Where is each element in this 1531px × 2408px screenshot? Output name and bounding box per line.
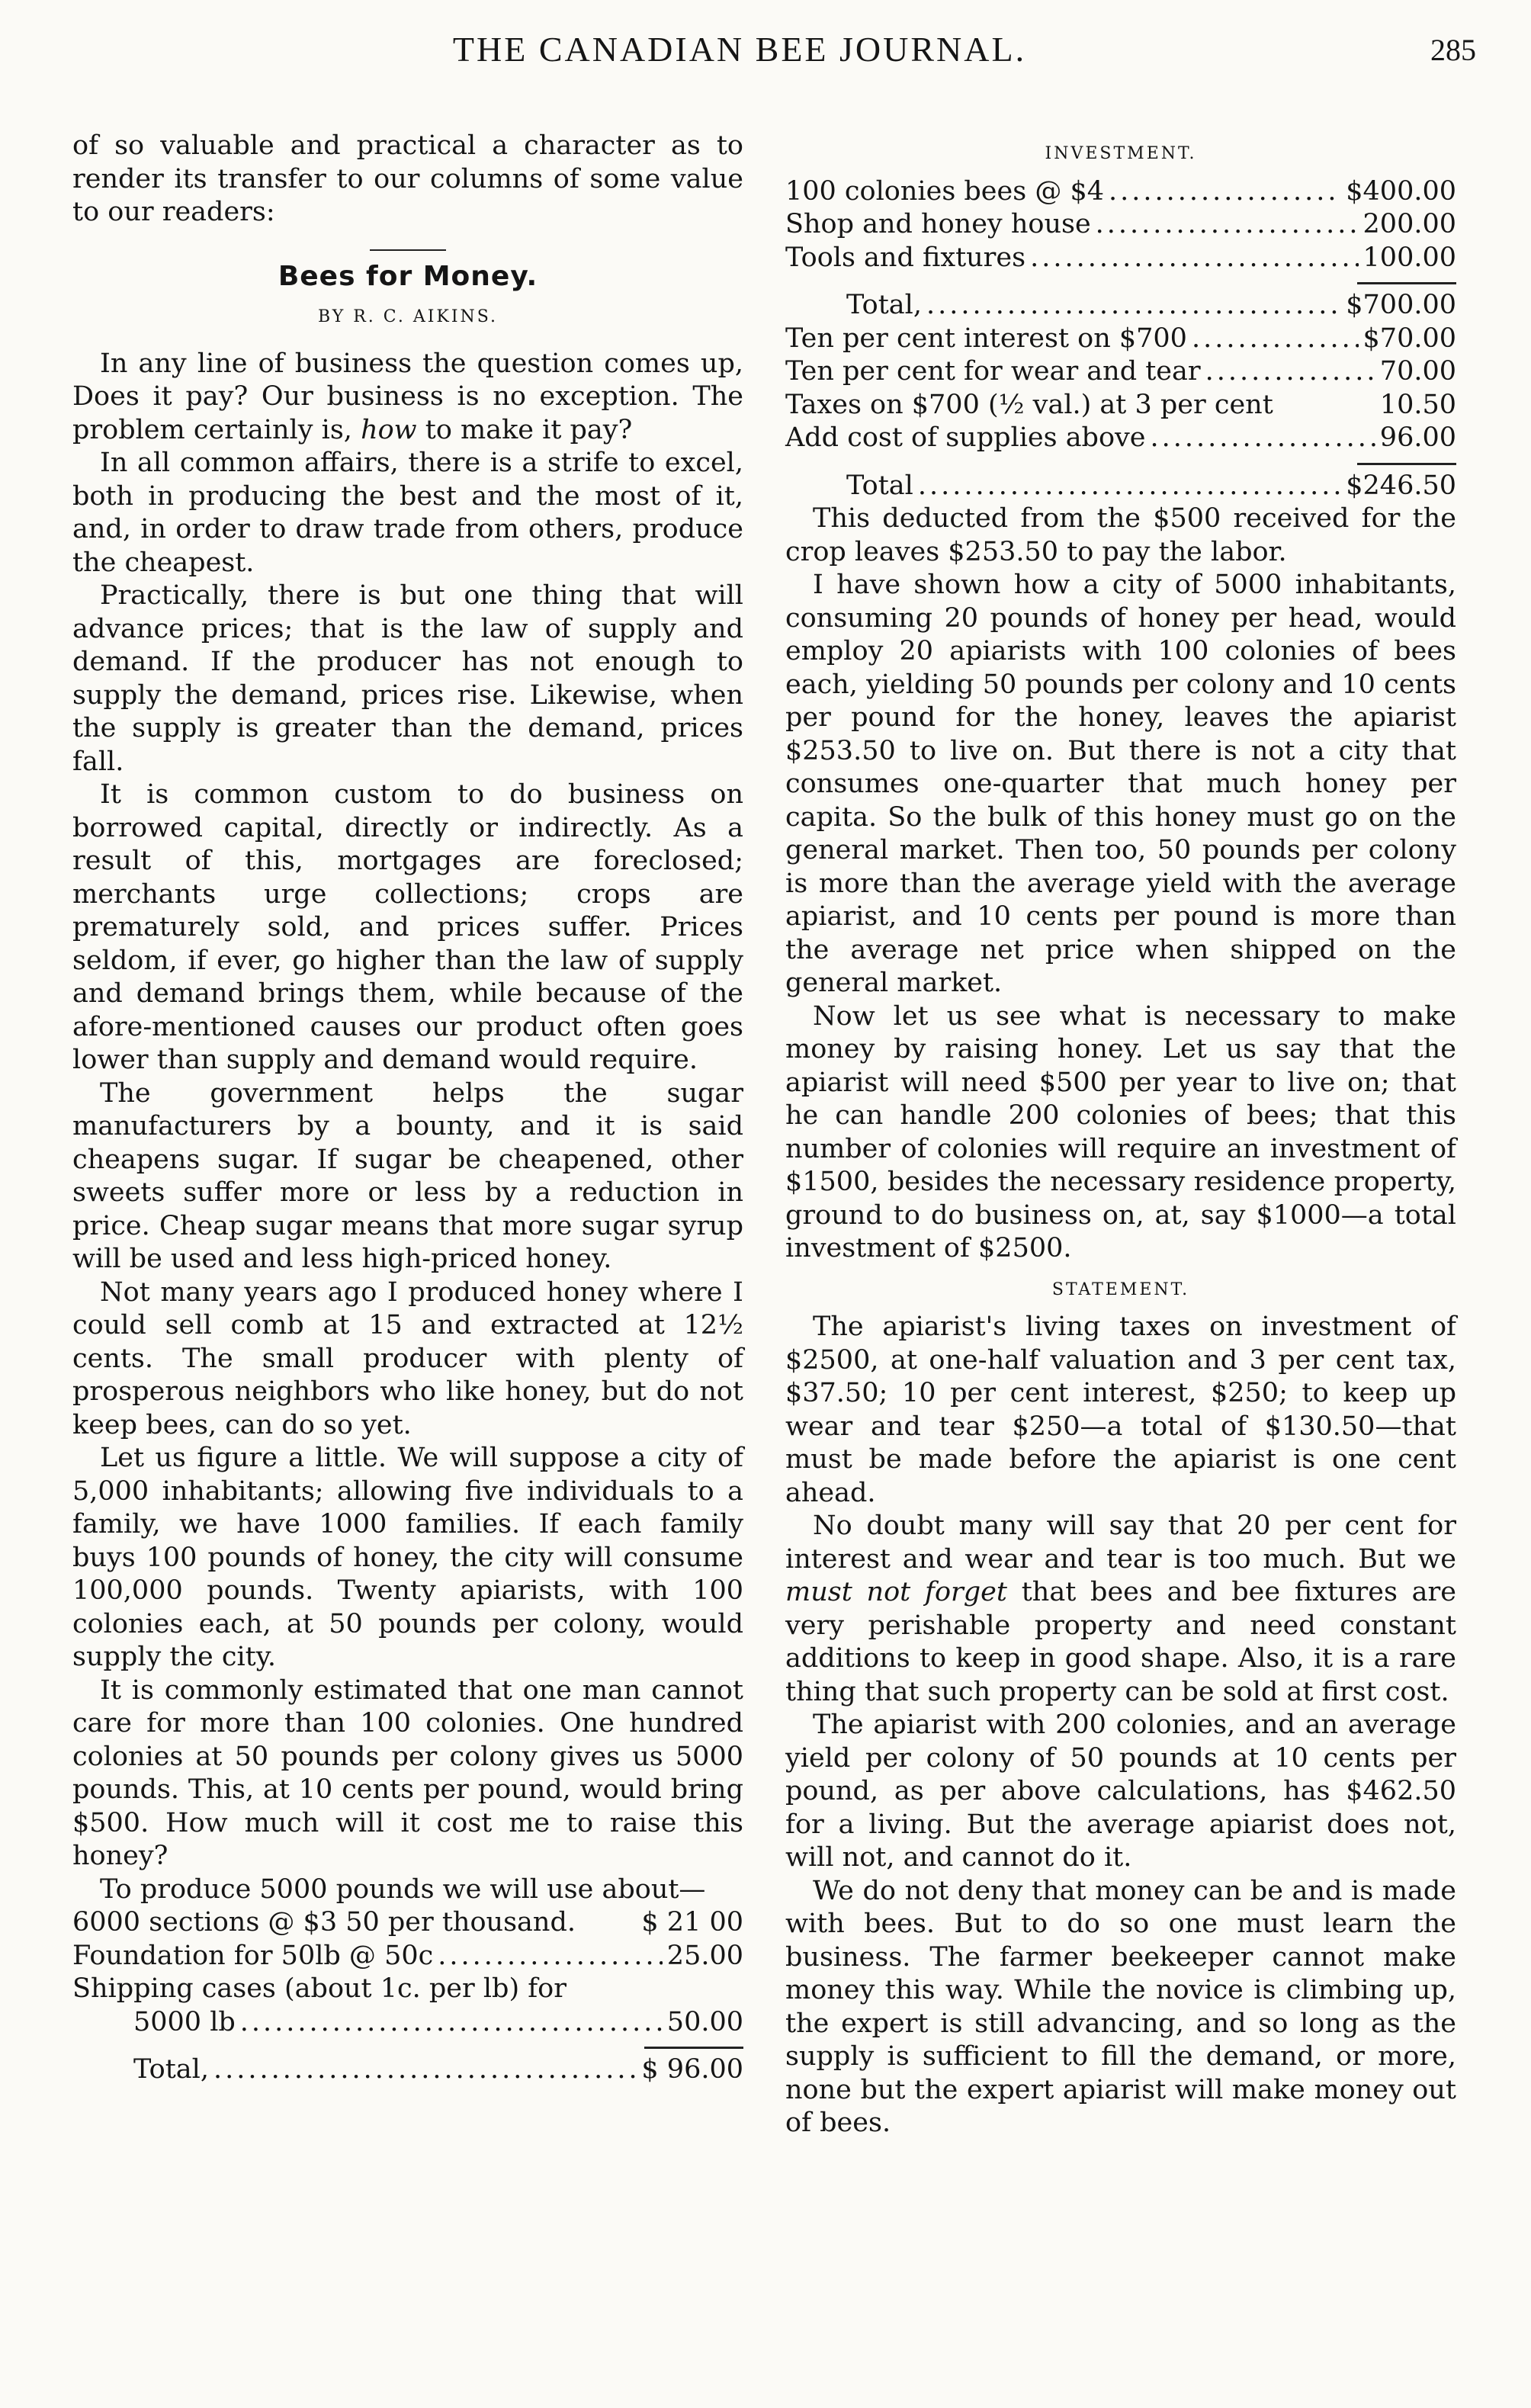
paragraph-text: No doubt many will say that 20 per cent for interest and wear and tear is too much. But we — [785, 1511, 1456, 1575]
paragraph: I have shown how a city of 5000 inhabitants, consuming 20 pounds of honey per head, would employ 20 apiarists with 100 colonies of bees each, yielding 50 pounds per colony and 10 cents per pound for the honey, leaves the apiarist $253.50 to live on. But there is not a city that consumes one-quarter that much honey per capita. So the bulk of this honey must go on the general market. Then too, 50 pounds per colony is more than the average yield with the average apiarist, and 10 cents per pound is more than the average net price when shipped on the general market. — [785, 570, 1456, 998]
investment-heading: INVESTMENT. — [1045, 144, 1197, 163]
paragraph — [785, 1510, 1456, 1709]
ledger-row — [72, 1906, 743, 1940]
ledger-row — [72, 1940, 743, 1973]
ledger-label: Total — [846, 470, 913, 501]
intro-paragraph: of so valuable and practical a character as to render its transfer to our columns of some value to our readers: — [72, 130, 743, 227]
ledger-label: Total, — [846, 290, 922, 320]
paragraph-text: to make it pay? — [416, 414, 633, 445]
ledger-row — [785, 422, 1456, 455]
paragraph: It is commonly estimated that one man cannot care for more than 100 colonies. One hundred colonies at 50 pounds per colony gives us 5000 pounds. This, at 10 cents per pound, would bring $500. How much will it cost me to raise this honey? — [72, 1674, 743, 1871]
page-number: 285 — [1430, 33, 1476, 67]
supplies-ledger — [72, 1906, 743, 2087]
ledger-label: 5000 lb — [133, 2006, 236, 2037]
ledger-label: Shipping cases (about 1c. per lb) for — [72, 1973, 567, 2004]
ledger-amount: 100.00 — [1362, 242, 1456, 273]
ledger-label: Ten per cent interest on $700 — [785, 323, 1187, 354]
ledger-amount: 200.00 — [1362, 209, 1456, 239]
paragraph-text: that bees and bee fixtures are very perishable property and need constant additions to keep in good shape. Also, it is a rare thing that such property can be sold at first cost. — [785, 1577, 1456, 1707]
ledger-amount: 96.00 — [1379, 422, 1456, 453]
ledger-row — [785, 208, 1456, 242]
ledger-row — [72, 2006, 743, 2040]
leader-dots — [1151, 422, 1375, 455]
journal-title: THE CANADIAN BEE JOURNAL. — [452, 30, 1027, 69]
ledger-label: Tools and fixtures — [785, 242, 1026, 273]
byline: BY R. C. AIKINS. — [317, 307, 499, 326]
emphasis: how — [361, 414, 417, 445]
paragraph: We do not deny that money can be and is made with bees. But to do so one must learn the business. The farmer beekeeper cannot make money this way. While the novice is climbing up, the expert is still advancing, and so long as the supply is sufficient to fill the demand, or more, none but the expert apiarist will make money out of bees. — [785, 1875, 1456, 2138]
ledger-total — [72, 2053, 743, 2087]
paragraph: Not many years ago I produced honey where I could sell comb at 15 and extracted at 12½ cents. The small producer with plenty of prosperous neighbors who like honey, but do not keep bees, can do so yet. — [72, 1276, 743, 1440]
investment-ledger — [785, 175, 1456, 503]
statement-heading: STATEMENT. — [1051, 1279, 1190, 1299]
leader-dots — [1205, 355, 1375, 389]
ledger-row — [72, 1973, 743, 2006]
paragraph: The government helps the sugar manufacturers by a bounty, and it is said cheapens sugar. If sugar be cheapened, other sweets suffer more or less by a reduction in price. Cheap sugar means that more sugar syrup will be used and less high-priced honey. — [72, 1077, 743, 1274]
ledger-amount: 10.50 — [1379, 389, 1456, 420]
paragraph: Practically, there is but one thing that will advance prices; that is the law of supply and demand. If the producer has not enough to supply the demand, prices rise. Likewise, when the supply is greater than the demand, prices fall. — [72, 580, 743, 777]
leader-dots — [213, 2053, 637, 2087]
ledger-amount: 50.00 — [666, 2006, 743, 2037]
ledger-row — [785, 175, 1456, 209]
divider — [370, 249, 446, 251]
leader-dots — [926, 289, 1341, 323]
ledger-label: Add cost of supplies above — [785, 422, 1146, 453]
page-header — [0, 29, 1531, 98]
paragraph — [72, 348, 743, 448]
paragraph: The apiarist with 200 colonies, and an average yield per colony of 50 pounds at 10 cents per pound, as per above calculations, has $462.50 for a living. But the average apiarist does not, will not, and cannot do it. — [785, 1710, 1456, 1873]
ledger-amount: 70.00 — [1379, 356, 1456, 387]
ledger-row — [785, 355, 1456, 389]
paragraph: In all common affairs, there is a strife to excel, both in producing the best and the most of it, and, in order to draw trade from others, produce the cheapest. — [72, 448, 743, 578]
paragraph: The apiarist's living taxes on investment of $2500, at one-half valuation and 3 per cent tax, $37.50; 10 per cent interest, $250; to keep up wear and tear $250—a total of $130.50—that must be made before the apiarist is one cent ahead. — [785, 1312, 1456, 1508]
leader-dots — [240, 2006, 663, 2040]
ledger-row — [785, 242, 1456, 275]
ledger-row — [785, 323, 1456, 356]
ledger-label: Foundation for 50lb @ 50c — [72, 1940, 434, 1971]
ledger-row — [785, 389, 1456, 422]
ledger-amount: $ 21 00 — [641, 1907, 743, 1938]
leader-dots — [1096, 208, 1359, 242]
ledger-label: Ten per cent for wear and tear — [785, 356, 1201, 387]
ledger-label: 100 colonies bees @ $4 — [785, 175, 1104, 207]
sum-rule — [1357, 282, 1456, 284]
ledger-label: Shop and honey house — [785, 209, 1091, 239]
ledger-amount: $400.00 — [1346, 175, 1456, 207]
paragraph: It is common custom to do business on borrowed capital, directly or indirectly. As a result of this, mortgages are foreclosed; merchants urge collections; crops are prematurely sold, and prices suffer. Prices seldom, if ever, go higher than the law of supply and demand brings them, while because of the afore-mentioned causes our product often goes lower than supply and demand would require. — [72, 779, 743, 1075]
leader-dots — [918, 470, 1341, 503]
paragraph: This deducted from the $500 received for the crop leaves $253.50 to pay the labor. — [785, 503, 1456, 567]
ledger-label: Total, — [133, 2054, 209, 2085]
right-column — [785, 130, 1456, 2140]
leader-dots — [1192, 323, 1359, 356]
paragraph: To produce 5000 pounds we will use about— — [100, 1873, 706, 1905]
ledger-label: Taxes on $700 (½ val.) at 3 per cent — [785, 389, 1273, 420]
ledger-total — [785, 470, 1456, 503]
article-title: Bees for Money. — [278, 260, 538, 292]
leader-dots — [1030, 242, 1358, 275]
ledger-amount: 25.00 — [666, 1940, 743, 1971]
ledger-amount: $ 96.00 — [641, 2054, 743, 2085]
left-column — [72, 130, 743, 2087]
leader-dots — [1109, 175, 1341, 209]
sum-rule — [644, 2047, 743, 2049]
paragraph: Now let us see what is necessary to make money by raising honey. Let us say that the apiarist will need $500 per year to live on; that he can handle 200 colonies of bees; that this number of colonies will require an investment of $1500, besides the necessary residence property, ground to do business on, at, say $1000—a total investment of $2500. — [785, 1000, 1456, 1263]
sum-rule — [1357, 463, 1456, 465]
paragraph-text: In any line of business the question comes up, Does it pay? Our business is no exception. The problem certainly is, — [72, 348, 743, 445]
ledger-label: 6000 sections @ $3 50 per thousand. — [72, 1907, 576, 1938]
ledger-total — [785, 289, 1456, 323]
leader-dots — [438, 1940, 663, 1973]
paragraph: Let us figure a little. We will suppose a city of 5,000 inhabitants; allowing five individuals to a family, we have 1000 families. If each family buys 100 pounds of honey, the city will consume 100,000 pounds. Twenty apiarists, with 100 colonies each, at 50 pounds per colony, would supply the city. — [72, 1443, 743, 1672]
ledger-amount: $70.00 — [1362, 323, 1456, 354]
ledger-amount: $700.00 — [1346, 290, 1456, 320]
emphasis: must not forget — [785, 1577, 1007, 1607]
ledger-amount: $246.50 — [1346, 470, 1456, 501]
